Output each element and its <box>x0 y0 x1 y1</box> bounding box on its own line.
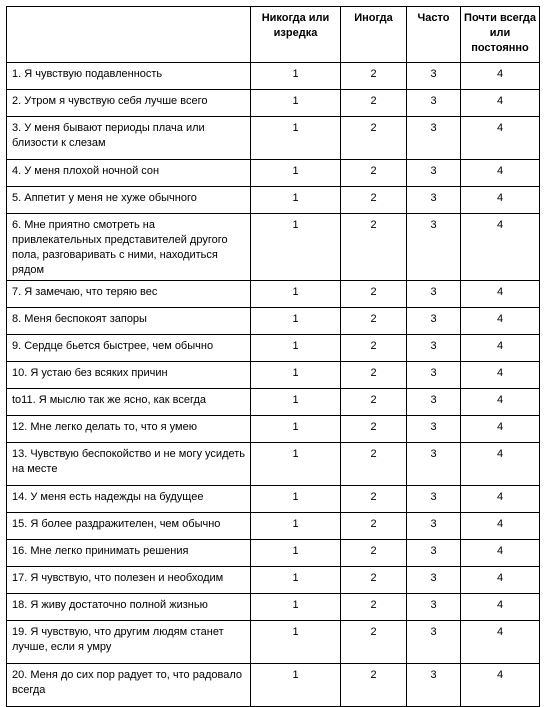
score-cell: 2 <box>341 486 407 513</box>
score-cell: 2 <box>341 416 407 443</box>
question-text: 5. Аппетит у меня не хуже обычного <box>7 187 251 214</box>
table-row <box>7 362 540 389</box>
questionnaire-table <box>6 6 540 707</box>
score-cell: 2 <box>341 540 407 567</box>
question-text: 17. Я чувствую, что полезен и необходим <box>7 567 251 594</box>
score-cell: 3 <box>407 308 461 335</box>
question-text: to11. Я мыслю так же ясно, как всегда <box>7 389 251 416</box>
score-cell: 1 <box>251 486 341 513</box>
score-cell: 1 <box>251 567 341 594</box>
score-cell: 1 <box>251 594 341 621</box>
table-body <box>7 63 540 707</box>
score-cell: 1 <box>251 389 341 416</box>
table-row <box>7 416 540 443</box>
question-text: 19. Я чувствую, что другим людям станет лучше, если я умру <box>7 621 251 664</box>
score-cell: 3 <box>407 416 461 443</box>
score-cell: 2 <box>341 621 407 664</box>
score-cell: 2 <box>341 281 407 308</box>
score-cell: 3 <box>407 567 461 594</box>
header-row <box>7 7 540 63</box>
table-row <box>7 486 540 513</box>
score-cell: 2 <box>341 117 407 160</box>
score-cell: 3 <box>407 160 461 187</box>
score-cell: 4 <box>461 362 540 389</box>
table-row <box>7 594 540 621</box>
score-cell: 2 <box>341 160 407 187</box>
score-cell: 2 <box>341 664 407 707</box>
question-text: 3. У меня бывают периоды плача или близости к слезам <box>7 117 251 160</box>
score-cell: 1 <box>251 90 341 117</box>
score-cell: 2 <box>341 308 407 335</box>
table-row <box>7 214 540 281</box>
table-row <box>7 567 540 594</box>
header-always: Почти всегда или постоянно <box>461 7 540 63</box>
question-text: 18. Я живу достаточно полной жизнью <box>7 594 251 621</box>
score-cell: 4 <box>461 416 540 443</box>
score-cell: 3 <box>407 621 461 664</box>
score-cell: 1 <box>251 621 341 664</box>
score-cell: 3 <box>407 664 461 707</box>
score-cell: 4 <box>461 567 540 594</box>
score-cell: 1 <box>251 63 341 90</box>
score-cell: 1 <box>251 308 341 335</box>
score-cell: 2 <box>341 389 407 416</box>
score-cell: 1 <box>251 362 341 389</box>
question-text: 1. Я чувствую подавленность <box>7 63 251 90</box>
score-cell: 2 <box>341 214 407 281</box>
question-text: 20. Меня до сих пор радует то, что радовало всегда <box>7 664 251 707</box>
table-row <box>7 389 540 416</box>
score-cell: 4 <box>461 63 540 90</box>
score-cell: 2 <box>341 513 407 540</box>
score-cell: 4 <box>461 389 540 416</box>
score-cell: 2 <box>341 90 407 117</box>
table-row <box>7 513 540 540</box>
score-cell: 2 <box>341 63 407 90</box>
table-row <box>7 308 540 335</box>
score-cell: 2 <box>341 362 407 389</box>
score-cell: 3 <box>407 362 461 389</box>
score-cell: 4 <box>461 90 540 117</box>
score-cell: 3 <box>407 117 461 160</box>
score-cell: 1 <box>251 540 341 567</box>
question-text: 13. Чувствую беспокойство и не могу усидеть на месте <box>7 443 251 486</box>
score-cell: 4 <box>461 513 540 540</box>
score-cell: 1 <box>251 416 341 443</box>
score-cell: 4 <box>461 308 540 335</box>
table-row <box>7 540 540 567</box>
score-cell: 4 <box>461 486 540 513</box>
score-cell: 3 <box>407 513 461 540</box>
score-cell: 4 <box>461 594 540 621</box>
question-text: 12. Мне легко делать то, что я умею <box>7 416 251 443</box>
score-cell: 1 <box>251 443 341 486</box>
score-cell: 2 <box>341 443 407 486</box>
score-cell: 3 <box>407 335 461 362</box>
question-text: 10. Я устаю без всяких причин <box>7 362 251 389</box>
question-text: 4. У меня плохой ночной сон <box>7 160 251 187</box>
score-cell: 2 <box>341 187 407 214</box>
table-row <box>7 281 540 308</box>
score-cell: 4 <box>461 117 540 160</box>
question-text: 9. Сердце бьется быстрее, чем обычно <box>7 335 251 362</box>
score-cell: 4 <box>461 160 540 187</box>
score-cell: 4 <box>461 214 540 281</box>
question-text: 14. У меня есть надежды на будущее <box>7 486 251 513</box>
score-cell: 1 <box>251 117 341 160</box>
score-cell: 3 <box>407 90 461 117</box>
table-row <box>7 90 540 117</box>
score-cell: 2 <box>341 594 407 621</box>
score-cell: 4 <box>461 540 540 567</box>
score-cell: 3 <box>407 281 461 308</box>
question-text: 8. Меня беспокоят запоры <box>7 308 251 335</box>
question-text: 7. Я замечаю, что теряю вес <box>7 281 251 308</box>
question-text: 16. Мне легко принимать решения <box>7 540 251 567</box>
score-cell: 2 <box>341 335 407 362</box>
score-cell: 1 <box>251 187 341 214</box>
score-cell: 1 <box>251 281 341 308</box>
score-cell: 4 <box>461 187 540 214</box>
header-rarely: Никогда или изредка <box>251 7 341 63</box>
score-cell: 1 <box>251 513 341 540</box>
score-cell: 3 <box>407 63 461 90</box>
table-row <box>7 621 540 664</box>
score-cell: 3 <box>407 443 461 486</box>
score-cell: 1 <box>251 214 341 281</box>
score-cell: 3 <box>407 214 461 281</box>
score-cell: 3 <box>407 540 461 567</box>
score-cell: 4 <box>461 664 540 707</box>
question-text: 15. Я более раздражителен, чем обычно <box>7 513 251 540</box>
score-cell: 3 <box>407 594 461 621</box>
header-often: Часто <box>407 7 461 63</box>
score-cell: 3 <box>407 389 461 416</box>
score-cell: 4 <box>461 281 540 308</box>
score-cell: 2 <box>341 567 407 594</box>
table-row <box>7 63 540 90</box>
score-cell: 1 <box>251 664 341 707</box>
table-row <box>7 443 540 486</box>
score-cell: 1 <box>251 335 341 362</box>
score-cell: 3 <box>407 486 461 513</box>
question-text: 6. Мне приятно смотреть на привлекательных представителей другого пола, разговаривать с ними, находиться рядом <box>7 214 251 281</box>
table-row <box>7 187 540 214</box>
score-cell: 3 <box>407 187 461 214</box>
score-cell: 1 <box>251 160 341 187</box>
score-cell: 4 <box>461 335 540 362</box>
table-row <box>7 664 540 707</box>
question-text: 2. Утром я чувствую себя лучше всего <box>7 90 251 117</box>
header-sometimes: Иногда <box>341 7 407 63</box>
score-cell: 4 <box>461 621 540 664</box>
table-row <box>7 160 540 187</box>
table-row <box>7 335 540 362</box>
table-row <box>7 117 540 160</box>
score-cell: 4 <box>461 443 540 486</box>
header-question <box>7 7 251 63</box>
